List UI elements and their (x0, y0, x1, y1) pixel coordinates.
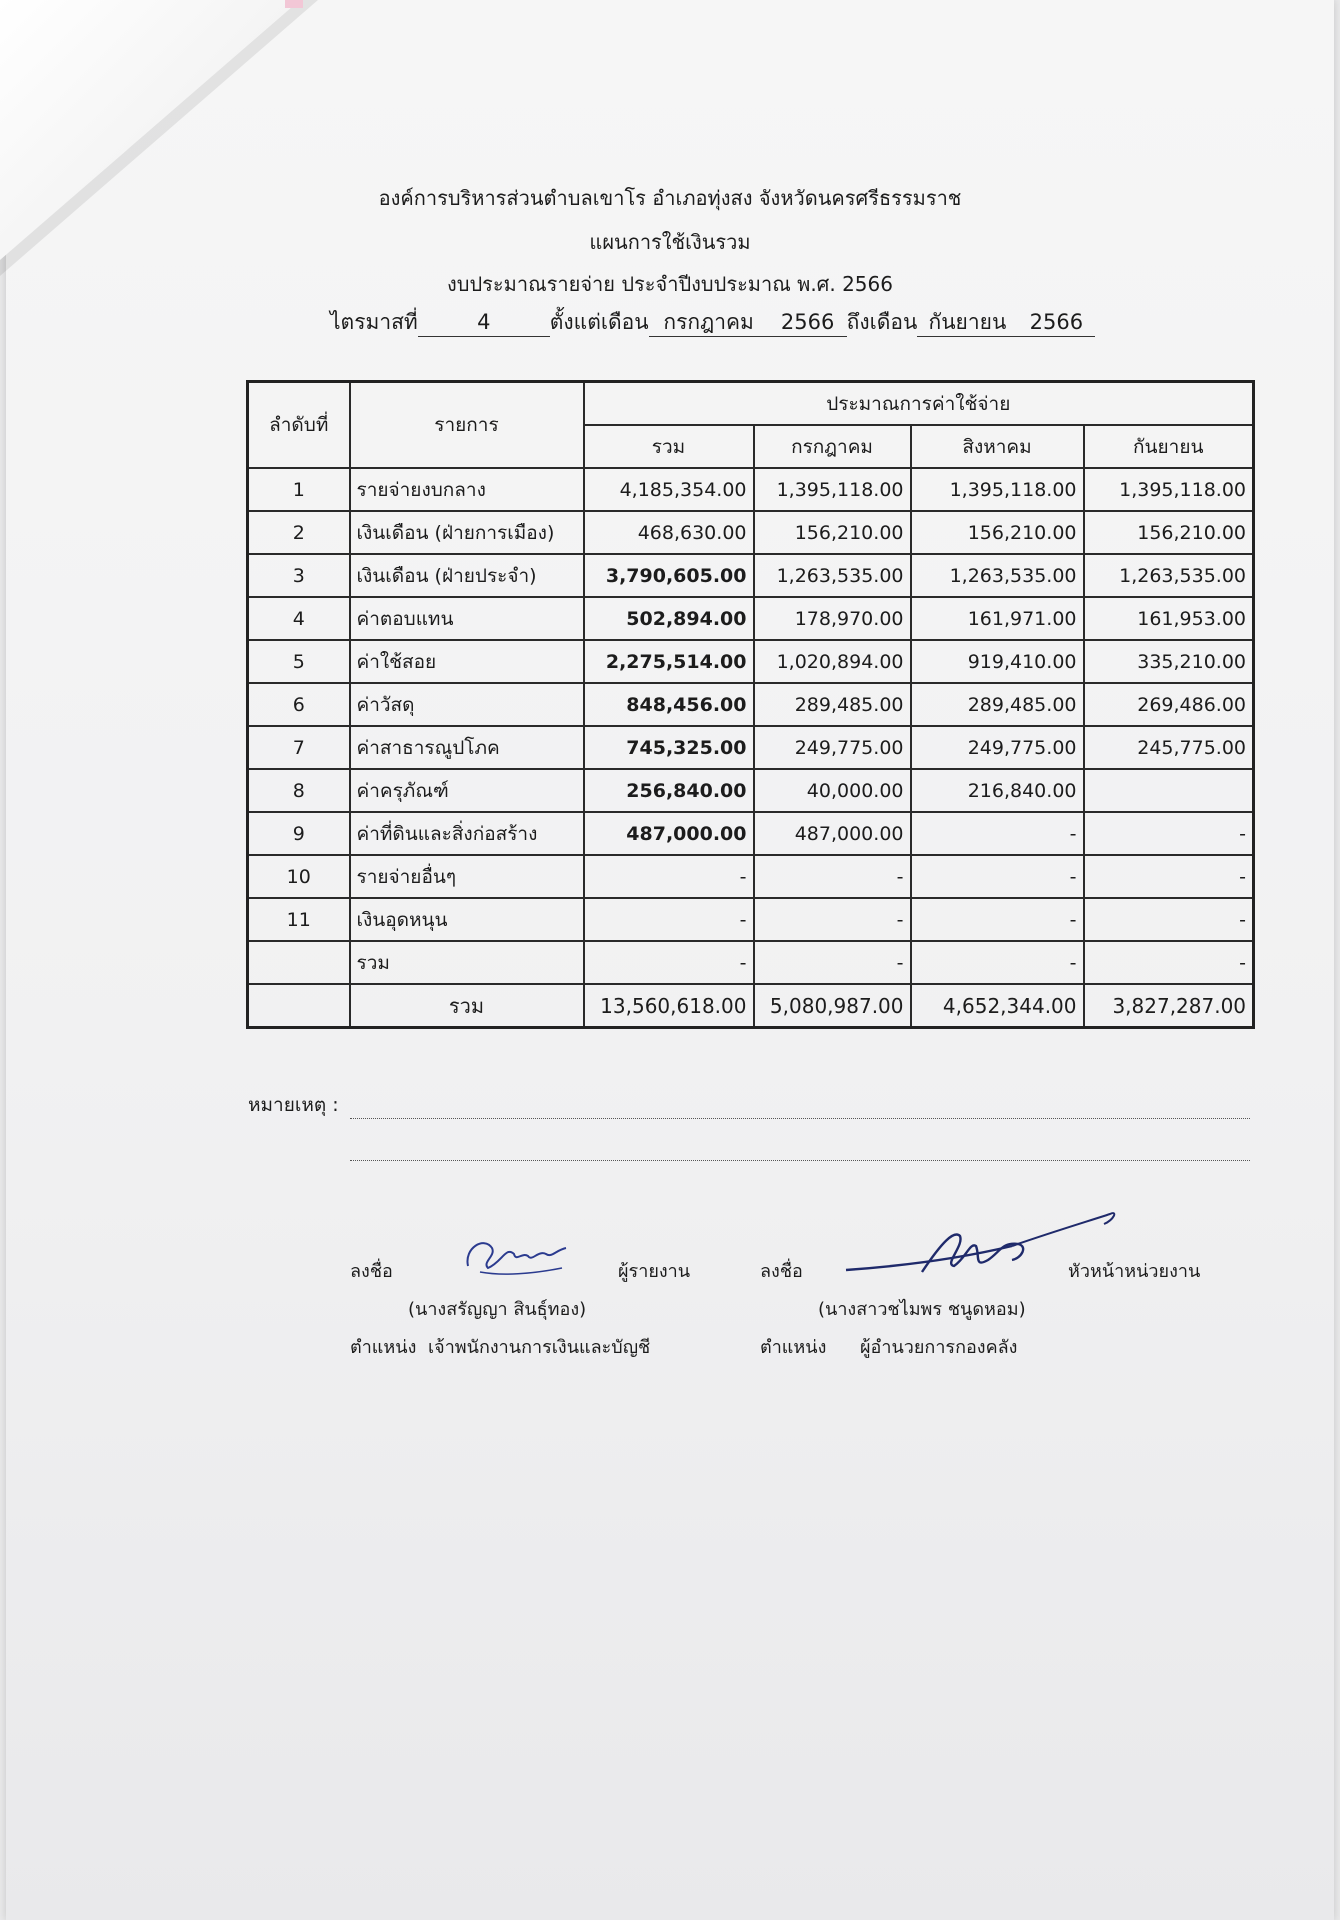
budget-table (246, 380, 1255, 1029)
row-item: รวม (350, 941, 584, 984)
grand-total-september: 3,827,287.00 (1084, 984, 1254, 1028)
row-august: 249,775.00 (911, 726, 1084, 769)
table-row (248, 769, 1254, 812)
row-july: 249,775.00 (754, 726, 911, 769)
header-total: รวม (584, 425, 754, 468)
row-no: 10 (248, 855, 350, 898)
row-august: 216,840.00 (911, 769, 1084, 812)
row-total: - (584, 898, 754, 941)
row-august: 919,410.00 (911, 640, 1084, 683)
right-sign-label: ลงชื่อ (760, 1261, 803, 1282)
left-name: (นางสรัญญา สินธุ์ทอง) (408, 1299, 587, 1320)
right-position: ผู้อำนวยการกองคลัง (860, 1337, 1018, 1358)
row-total: - (584, 855, 754, 898)
header-estimate: ประมาณการค่าใช้จ่าย (584, 382, 1254, 426)
note-label: หมายเหตุ : (248, 1094, 339, 1116)
table-row (248, 898, 1254, 941)
row-total: 745,325.00 (584, 726, 754, 769)
table-row (248, 468, 1254, 511)
row-total: 848,456.00 (584, 683, 754, 726)
row-july: - (754, 855, 911, 898)
row-item: ค่าครุภัณฑ์ (350, 769, 584, 812)
row-september: 1,263,535.00 (1084, 554, 1254, 597)
row-september: 335,210.00 (1084, 640, 1254, 683)
row-item: ค่าตอบแทน (350, 597, 584, 640)
table-row (248, 597, 1254, 640)
table-row (248, 726, 1254, 769)
row-total: 502,894.00 (584, 597, 754, 640)
quarter-value: 4 (418, 308, 550, 337)
row-item: เงินเดือน (ฝ่ายประจำ) (350, 554, 584, 597)
row-item: เงินอุดหนุน (350, 898, 584, 941)
quarter-label: ไตรมาสที่ (330, 310, 418, 334)
header-item: รายการ (350, 382, 584, 469)
row-september: - (1084, 898, 1254, 941)
plan-title: แผนการใช้เงินรวม (589, 230, 751, 254)
row-item: ค่าวัสดุ (350, 683, 584, 726)
row-total: 2,275,514.00 (584, 640, 754, 683)
row-july: 289,485.00 (754, 683, 911, 726)
from-label: ตั้งแต่เดือน (549, 310, 649, 334)
row-no: 7 (248, 726, 350, 769)
right-name: (นางสาวชไมพร ชนูดหอม) (818, 1299, 1026, 1320)
row-july: 487,000.00 (754, 812, 911, 855)
row-no: 5 (248, 640, 350, 683)
row-july: - (754, 941, 911, 984)
from-month: กรกฎาคม (649, 308, 769, 337)
row-july: 178,970.00 (754, 597, 911, 640)
row-no: 11 (248, 898, 350, 941)
table-row (248, 855, 1254, 898)
table-row (248, 812, 1254, 855)
row-august: 289,485.00 (911, 683, 1084, 726)
row-august: - (911, 812, 1084, 855)
left-position: เจ้าพนักงานการเงินและบัญชี (428, 1337, 651, 1358)
row-august: 161,971.00 (911, 597, 1084, 640)
row-september: 161,953.00 (1084, 597, 1254, 640)
row-total: 487,000.00 (584, 812, 754, 855)
header-july: กรกฎาคม (754, 425, 911, 468)
row-july: 156,210.00 (754, 511, 911, 554)
table-row (248, 511, 1254, 554)
grand-total-august: 4,652,344.00 (911, 984, 1084, 1028)
note-line-1 (350, 1118, 1250, 1119)
left-signature-mark (462, 1232, 578, 1278)
note-line-2 (350, 1160, 1250, 1161)
to-month: กันยายน (917, 308, 1017, 337)
row-no: 4 (248, 597, 350, 640)
row-no (248, 941, 350, 984)
row-september (1084, 769, 1254, 812)
row-item: รายจ่ายงบกลาง (350, 468, 584, 511)
row-total: 4,185,354.00 (584, 468, 754, 511)
row-august: - (911, 898, 1084, 941)
row-september: - (1084, 855, 1254, 898)
grand-total-no (248, 984, 350, 1028)
row-august: 156,210.00 (911, 511, 1084, 554)
row-no: 6 (248, 683, 350, 726)
header-august: สิงหาคม (911, 425, 1084, 468)
row-july: 1,263,535.00 (754, 554, 911, 597)
header-september: กันยายน (1084, 425, 1254, 468)
row-september: 269,486.00 (1084, 683, 1254, 726)
row-july: - (754, 898, 911, 941)
row-no: 2 (248, 511, 350, 554)
grand-total-row (248, 984, 1254, 1028)
from-year: 2566 (769, 308, 847, 337)
row-no: 9 (248, 812, 350, 855)
row-august: - (911, 941, 1084, 984)
table-row (248, 941, 1254, 984)
budget-line: งบประมาณรายจ่าย ประจำปีงบประมาณ พ.ศ. 2566 (447, 272, 893, 296)
table-row (248, 554, 1254, 597)
row-july: 1,395,118.00 (754, 468, 911, 511)
row-july: 40,000.00 (754, 769, 911, 812)
row-total: 3,790,605.00 (584, 554, 754, 597)
period-line (330, 306, 1190, 339)
to-year: 2566 (1017, 308, 1095, 337)
row-september: 156,210.00 (1084, 511, 1254, 554)
left-position-label: ตำแหน่ง (350, 1337, 417, 1358)
row-item: รายจ่ายอื่นๆ (350, 855, 584, 898)
left-role: ผู้รายงาน (618, 1261, 691, 1282)
table-row (248, 683, 1254, 726)
right-role: หัวหน้าหน่วยงาน (1068, 1261, 1201, 1282)
header-no: ลำดับที่ (248, 382, 350, 469)
row-no: 1 (248, 468, 350, 511)
pink-paper-edge (285, 0, 303, 8)
grand-total-july: 5,080,987.00 (754, 984, 911, 1028)
row-september: 245,775.00 (1084, 726, 1254, 769)
to-label: ถึงเดือน (846, 310, 918, 334)
grand-total-label: รวม (350, 984, 584, 1028)
row-item: เงินเดือน (ฝ่ายการเมือง) (350, 511, 584, 554)
row-september: - (1084, 812, 1254, 855)
row-total: - (584, 941, 754, 984)
grand-total-total: 13,560,618.00 (584, 984, 754, 1028)
row-september: 1,395,118.00 (1084, 468, 1254, 511)
row-item: ค่าใช้สอย (350, 640, 584, 683)
row-item: ค่าที่ดินและสิ่งก่อสร้าง (350, 812, 584, 855)
org-title: องค์การบริหารส่วนตำบลเขาโร อำเภอทุ่งสง จังหวัดนครศรีธรรมราช (378, 186, 962, 210)
row-no: 8 (248, 769, 350, 812)
row-july: 1,020,894.00 (754, 640, 911, 683)
row-august: - (911, 855, 1084, 898)
row-august: 1,395,118.00 (911, 468, 1084, 511)
row-item: ค่าสาธารณูปโภค (350, 726, 584, 769)
left-sign-label: ลงชื่อ (350, 1261, 393, 1282)
right-position-label: ตำแหน่ง (760, 1337, 827, 1358)
row-august: 1,263,535.00 (911, 554, 1084, 597)
row-september: - (1084, 941, 1254, 984)
row-total: 256,840.00 (584, 769, 754, 812)
row-no: 3 (248, 554, 350, 597)
table-row (248, 640, 1254, 683)
row-total: 468,630.00 (584, 511, 754, 554)
